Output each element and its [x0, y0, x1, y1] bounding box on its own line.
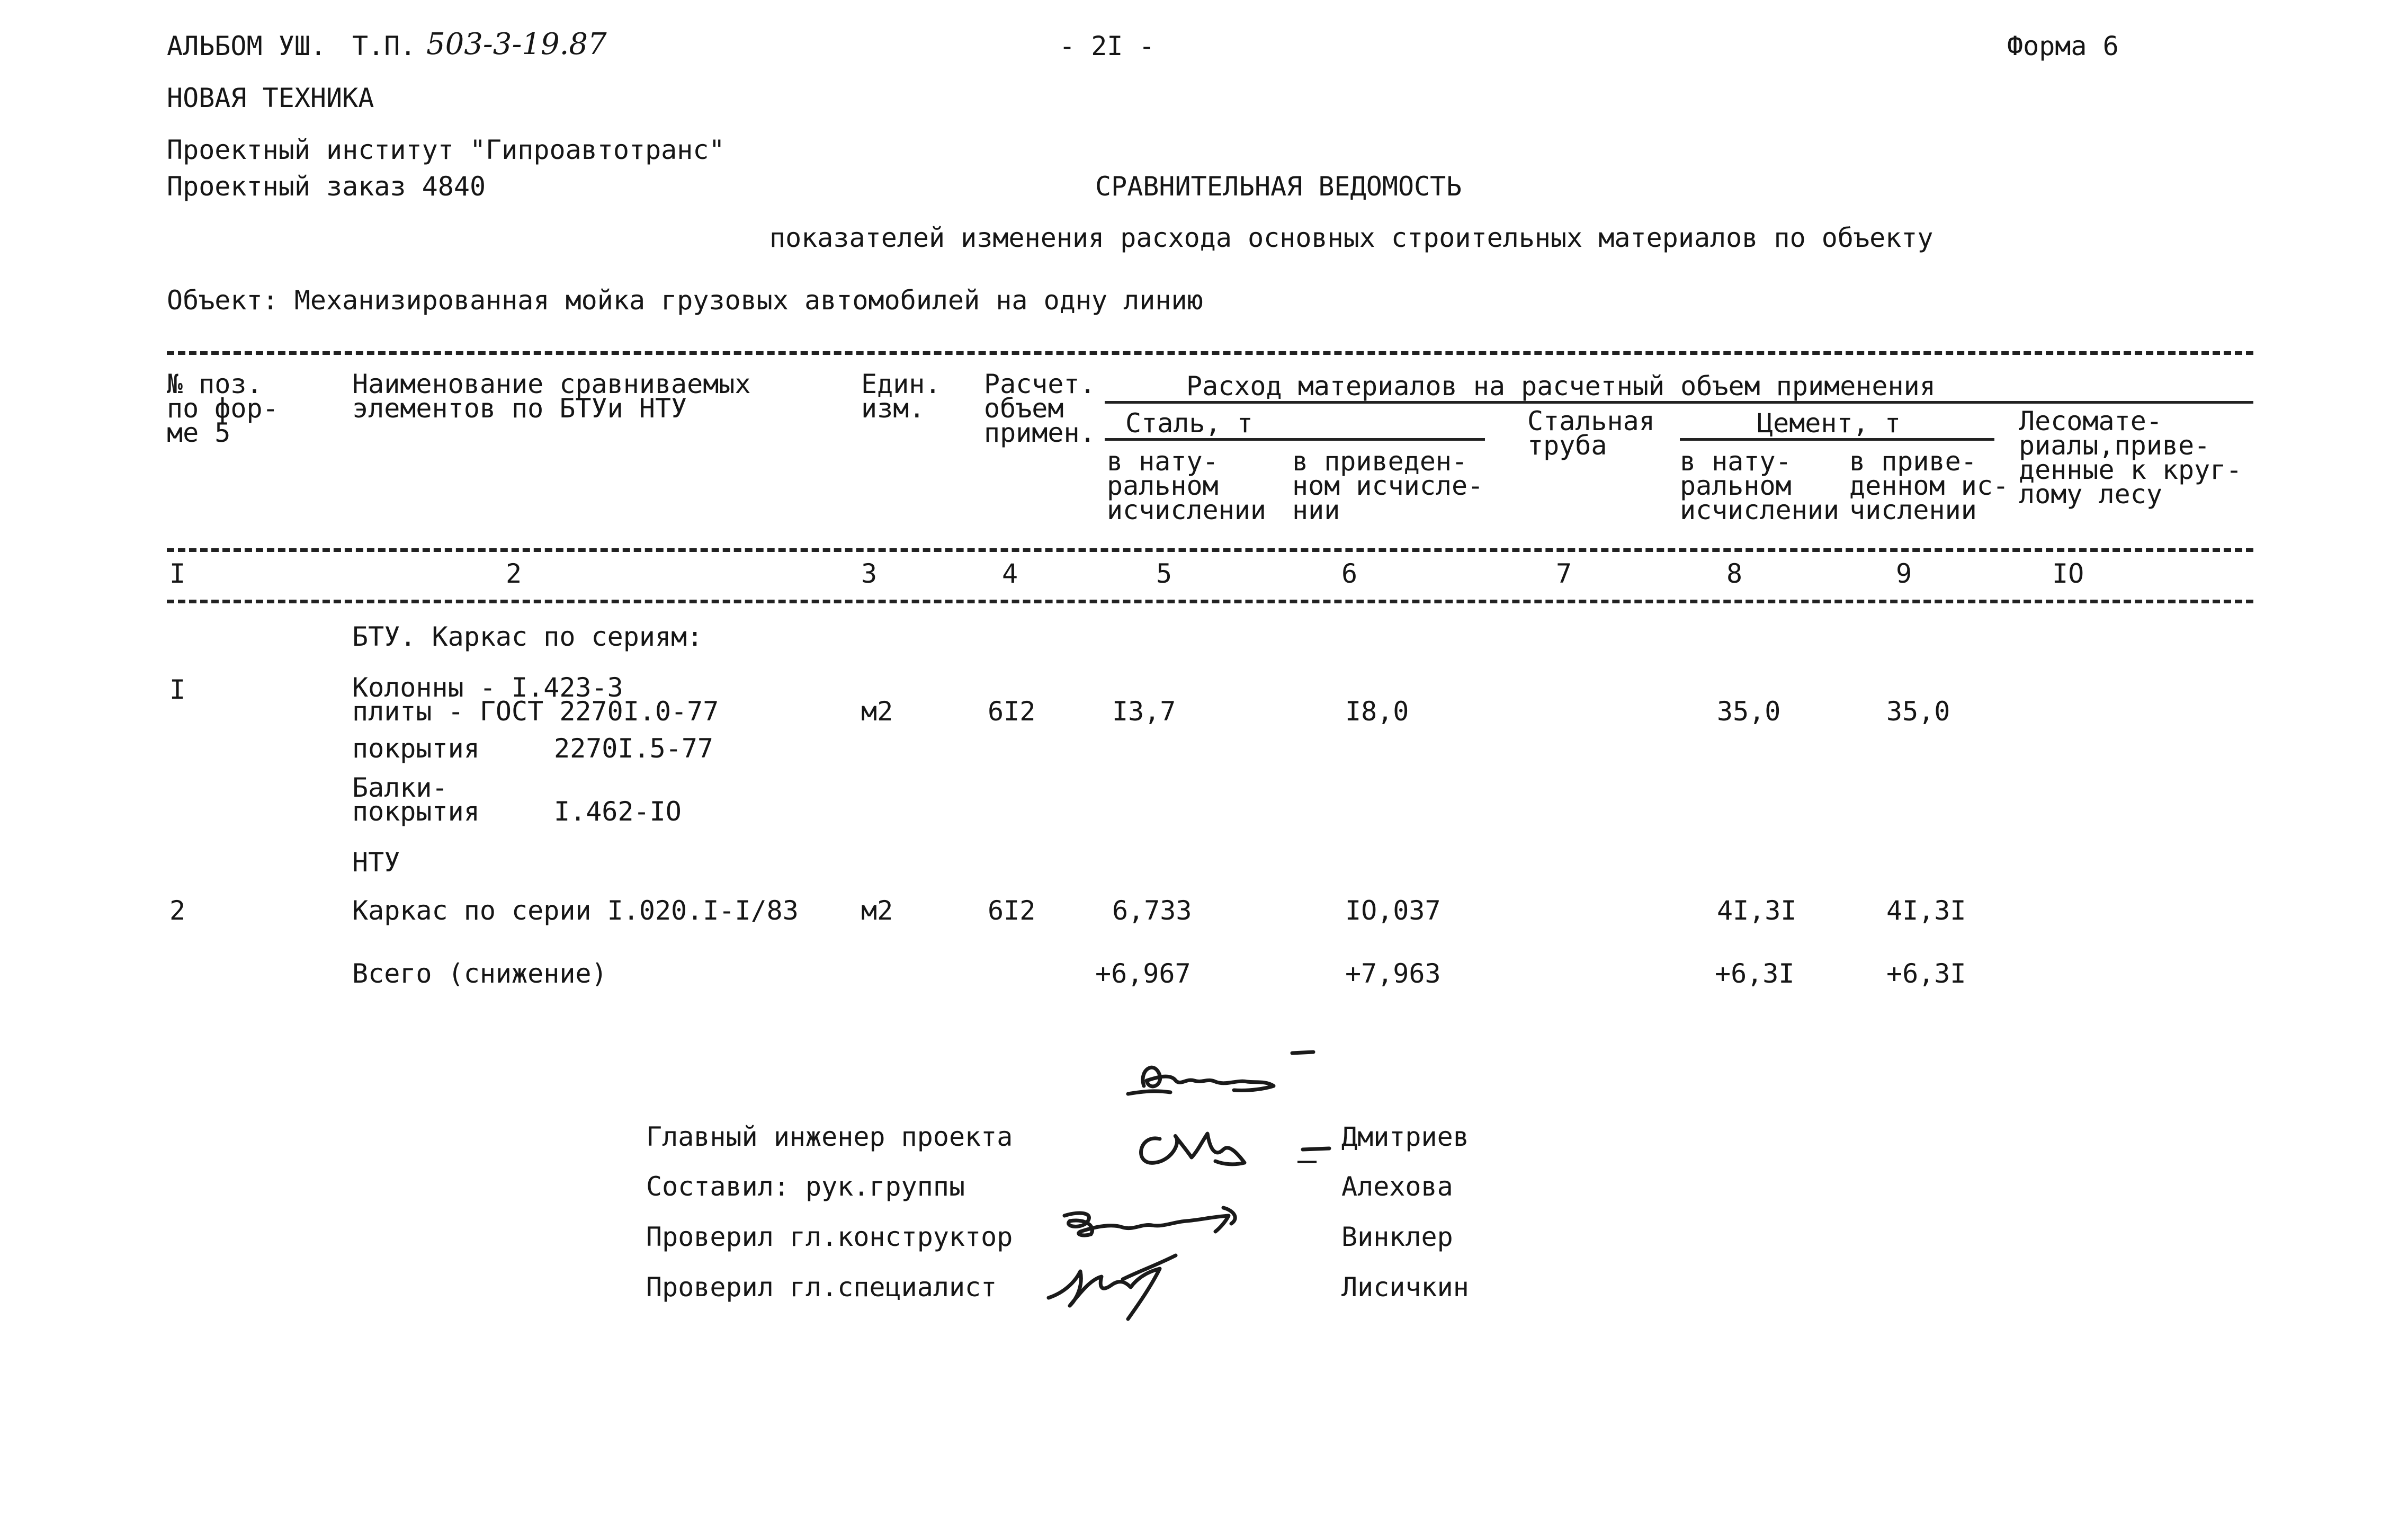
new-tech-label: НОВАЯ ТЕХНИКА — [167, 83, 374, 113]
column-number: 6 — [1341, 558, 1358, 589]
column-number: 7 — [1556, 558, 1572, 589]
header-volume: Расчет. объем примен. — [984, 369, 1096, 448]
row2-volume: 6I2 — [988, 895, 1036, 926]
page-number: - 2I - — [1059, 31, 1155, 61]
total-steel-reduced: +7,963 — [1345, 958, 1441, 989]
column-number: 4 — [1002, 558, 1018, 589]
header-pos: № поз. по фор- ме 5 — [167, 369, 279, 448]
handwritten-signature — [1038, 1240, 1207, 1324]
row2-unit: м2 — [861, 895, 893, 926]
header-steel-reduced: в приведен- ном исчисле- нии — [1292, 446, 1484, 525]
header-steel: Сталь, т — [1125, 408, 1253, 439]
row1-cement-natural: 35,0 — [1717, 696, 1781, 727]
header-cement-reduced: в приве- денном ис- числении — [1849, 446, 2009, 525]
column-number: I — [169, 558, 186, 589]
form-label: Форма 6 — [2007, 31, 2119, 61]
column-number: 3 — [861, 558, 878, 589]
signature-role: Составил: рук.группы — [646, 1171, 965, 1202]
row1-pos: I — [169, 674, 186, 705]
table-top-rule — [167, 351, 2253, 355]
row1-beams-roofing: покрытия — [352, 796, 480, 827]
signature-name: Лисичкин — [1341, 1272, 1469, 1303]
ntu-section-label: НТУ — [352, 847, 400, 878]
btu-section-label: БТУ. Каркас по сериям: — [352, 621, 703, 652]
row2-name: Каркас по серии I.020.I-I/83 — [352, 895, 799, 926]
tp-number: 503-3-19.87 — [426, 27, 607, 61]
header-steel-natural: в нату- ральном исчислении — [1107, 446, 1267, 525]
row1-unit: м2 — [861, 696, 893, 727]
total-steel-natural: +6,967 — [1095, 958, 1191, 989]
row2-steel-natural: 6,733 — [1112, 895, 1192, 926]
row2-cement-reduced: 4I,3I — [1886, 895, 1966, 926]
signature-role: Проверил гл.специалист — [646, 1272, 997, 1303]
header-material-group: Расход материалов на расчетный объем применения — [1186, 371, 1936, 402]
object-label: Объект: Механизированная мойка грузовых автомобилей на одну линию — [167, 285, 1203, 316]
order-label: Проектный заказ 4840 — [167, 171, 486, 202]
row1-steel-reduced: I8,0 — [1345, 696, 1409, 727]
signature-role: Проверил гл.конструктор — [646, 1222, 1013, 1252]
header-unit: Един. изм. — [861, 369, 941, 424]
handwritten-signature — [1123, 1049, 1324, 1107]
column-number: 5 — [1156, 558, 1172, 589]
row1-beams-series: I.462-IO — [554, 796, 682, 827]
total-label: Всего (снижение) — [352, 958, 607, 989]
row2-cement-natural: 4I,3I — [1717, 895, 1797, 926]
row1-cement-reduced: 35,0 — [1886, 696, 1950, 727]
signature-dash: – — [1297, 1142, 1317, 1179]
row1-steel-natural: I3,7 — [1112, 696, 1176, 727]
row1-columns: Колонны - I.423-3 — [352, 672, 623, 703]
tp-prefix: Т.П. — [352, 31, 416, 61]
numbers-bottom-rule — [167, 600, 2253, 603]
row2-steel-reduced: IO,037 — [1345, 895, 1441, 926]
signature-name: Дмитриев — [1341, 1121, 1469, 1152]
row1-volume: 6I2 — [988, 696, 1036, 727]
album-label: АЛЬБОМ УШ. — [167, 31, 327, 61]
signature-role: Главный инженер проекта — [646, 1121, 1013, 1152]
row1-roofing: покрытия — [352, 733, 480, 764]
total-cement-natural: +6,3I — [1715, 958, 1795, 989]
document-subtitle: показателей изменения расхода основных строительных материалов по объекту — [769, 222, 1933, 253]
signature-name: Винклер — [1341, 1222, 1453, 1252]
total-cement-reduced: +6,3I — [1886, 958, 1966, 989]
column-number: 9 — [1896, 558, 1912, 589]
header-cement: Цемент, т — [1757, 408, 1901, 439]
document-title: СРАВНИТЕЛЬНАЯ ВЕДОМОСТЬ — [1095, 171, 1462, 202]
header-cement-natural: в нату- ральном исчислении — [1680, 446, 1840, 525]
header-name: Наименование сравниваемых элементов по БТУи НТУ — [352, 369, 751, 424]
row1-plates: плиты - ГОСТ 2270I.0-77 — [352, 696, 719, 727]
row1-roofing-standard: 2270I.5-77 — [554, 733, 714, 764]
column-number: 2 — [506, 558, 522, 589]
header-steel-pipe: Стальная труба — [1527, 406, 1655, 461]
row1-beams: Балки- — [352, 772, 448, 803]
header-timber: Лесомате- риалы,приве- денные к круг- лому лесу — [2019, 406, 2242, 510]
column-number: 8 — [1726, 558, 1743, 589]
institute-label: Проектный институт "Гипроавтотранс" — [167, 135, 725, 165]
signature-name: Алехова — [1341, 1171, 1453, 1202]
column-number: IO — [2052, 558, 2084, 589]
row2-pos: 2 — [169, 895, 186, 926]
header-bottom-rule — [167, 548, 2253, 552]
